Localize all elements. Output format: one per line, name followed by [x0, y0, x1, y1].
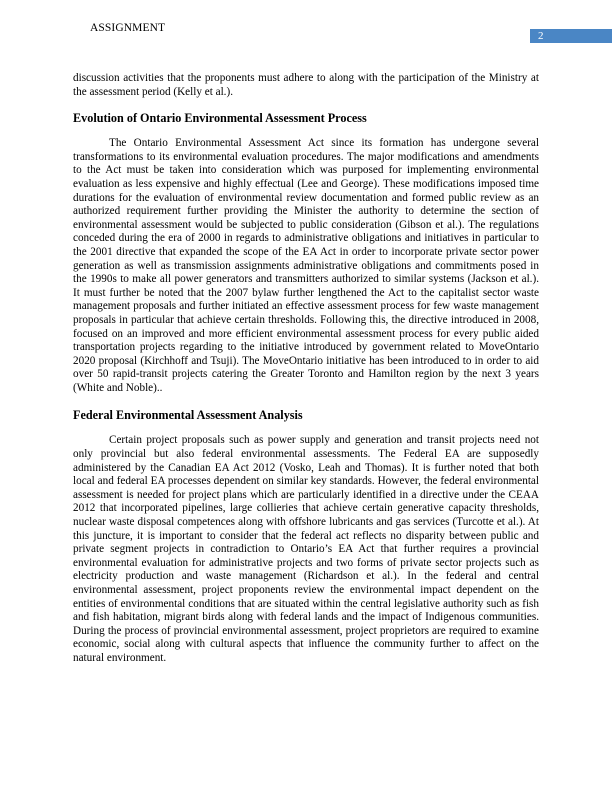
section-paragraph-ontario-evolution: The Ontario Environmental Assessment Act since its formation has undergone several transformations to its environmental evaluation procedures. The major modifications and amendments to the Act must be taken into consideration which was purposed for implementing environmental evaluation as less expensive and highly effectual (Lee and George). These modifications imposed time durations for the evaluation of environmental review documentation and formed public review as an authorized requirement further providing the Minister the authority to determine the section of environmental assessment would be subjected to public consideration (Gibson et al.). The regulations conceded during the era of 2000 in regards to administrative obligations and initiatives in particular to the 2001 directive that expanded the scope of the EA Act in order to incorporate private sector power generation as well as transmission assignments administrative obligations and commitments posed in the 1990s to make all power generators and transmitters authorized to similar systems (Jackson et al.). It must further be noted that the 2007 bylaw further lengthened the Act to the capitalist sector waste management proposals and further initiated an effective assessment process for few waste management proposals in particular that achieve certain thresholds. Following this, the directive introduced in 2008, focused on an improved and more efficient environmental assessment process for every public aided transportation projects regarding to the initiative introduced by government related to MoveOntario 2020 proposal (Kirchhoff and Tsuji). The MoveOntario initiative has been introduced to in order to aid over 50 rapid-transit projects catering the Greater Toronto and Hamilton region by the next 3 years (White and Noble)..: [73, 137, 539, 394]
running-head: ASSIGNMENT: [90, 22, 166, 34]
page-number-badge: [530, 29, 612, 43]
document-body: [73, 72, 539, 666]
section-paragraph-federal-analysis: Certain project proposals such as power supply and generation and transit projects need not only provincial but also federal environmental assessments. The Federal EA are supposedly administered by the Canadian EA Act 2012 (Vosko, Leah and Thomas). It is further noted that both local and federal EA processes dependent on similar key standards. However, the federal environmental assessment is needed for project plans which are particularly identified in a directive under the CEAA 2012 that incorporated pipelines, large collieries that achieve certain generative capacity thresholds, nuclear waste disposal competences along with offshore lubricants and gas services (Turcotte et al.). At this juncture, it is important to consider that the federal act reflects no disparity between public and private segment projects in contradiction to Ontario’s EA Act that further requires a provincial environmental evaluation for administrative projects and two forms of private sector projects such as electricity production and waste management (Richardson et al.). In the federal and central environmental assessment, project proponents review the environmental impact dependent on the entities of environmental conditions that are situated within the central legislative authority such as fish and fish habitation, migrant birds along with federal lands and the impact of Indigenous communities. During the process of provincial environmental assessment, project proprietors are required to examine economic, social along with cultural aspects that influence the community further to affect on the natural environment.: [73, 434, 539, 664]
intro-paragraph: discussion activities that the proponents must adhere to along with the participation of the Ministry at the assessment period (Kelly et al.).: [73, 72, 539, 98]
section-heading-federal-analysis: Federal Environmental Assessment Analysis: [73, 408, 303, 423]
page-number: 2: [538, 30, 544, 42]
section-heading-ontario-evolution: Evolution of Ontario Environmental Assessment Process: [73, 111, 367, 126]
